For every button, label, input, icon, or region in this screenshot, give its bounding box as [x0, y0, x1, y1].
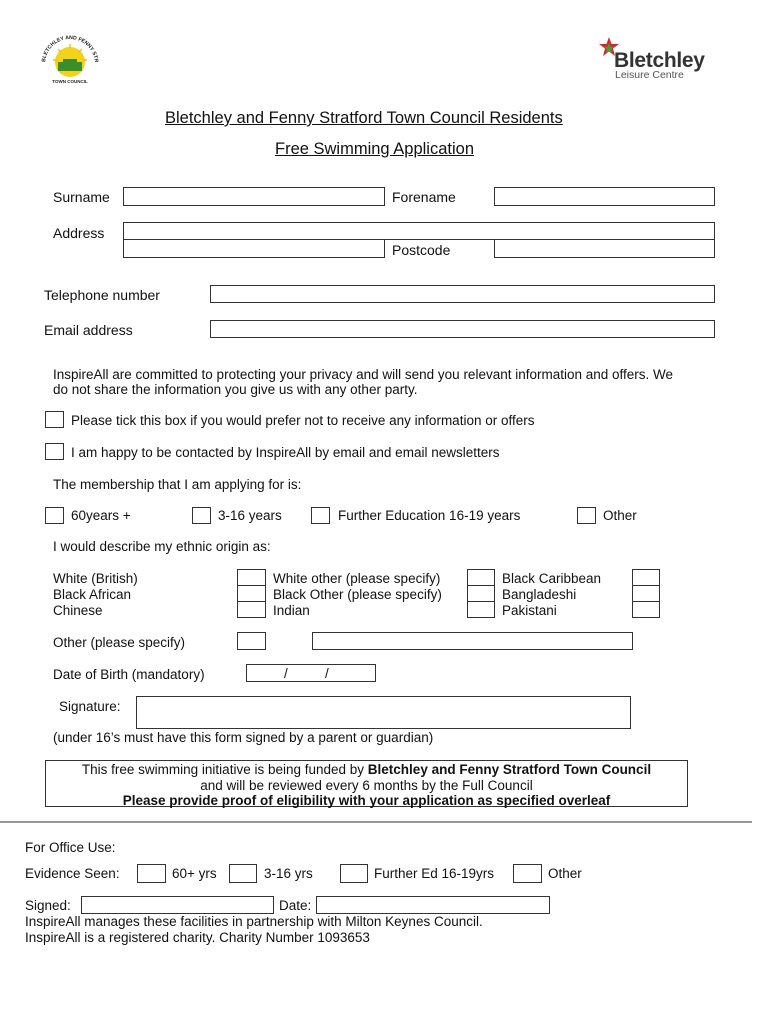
- office-date-label: Date:: [279, 898, 312, 913]
- ethnic-prompt: I would describe my ethnic origin as:: [53, 539, 271, 554]
- notice-text-line2: and will be reviewed every 6 months by the Full Council: [200, 777, 533, 793]
- office-3-16-label: 3-16 yrs: [264, 866, 313, 881]
- notice-text-pre: This free swimming initiative is being funded by: [81, 762, 368, 777]
- ethnic-pakistani-label: Pakistani: [502, 603, 557, 618]
- membership-other-checkbox[interactable]: [577, 507, 596, 524]
- membership-other-label: Other: [603, 508, 637, 523]
- notice-text-line3: Please provide proof of eligibility with your application as specified overleaf: [122, 793, 611, 808]
- ethnic-bangladeshi-label: Bangladeshi: [502, 587, 577, 602]
- footer-line2: InspireAll is a registered charity. Charity Number 1093653: [25, 930, 370, 945]
- office-other-checkbox[interactable]: [513, 864, 542, 883]
- surname-field[interactable]: [123, 187, 385, 206]
- dob-separator-2: /: [325, 666, 329, 681]
- ethnic-pakistani-checkbox[interactable]: [632, 601, 660, 618]
- funding-notice: [45, 760, 688, 807]
- surname-label: Surname: [53, 189, 110, 205]
- dob-separator-1: /: [284, 666, 288, 681]
- membership-3-16-label: 3-16 years: [218, 508, 282, 523]
- ethnic-black-other-label: Black Other (please specify): [273, 587, 442, 602]
- dob-label: Date of Birth (mandatory): [53, 667, 205, 682]
- notice-text-council: Bletchley and Fenny Stratford Town Council: [367, 762, 652, 777]
- form-title: Bletchley and Fenny Stratford Town Council Residents: [165, 109, 563, 127]
- ethnic-chinese-label: Chinese: [53, 603, 103, 618]
- ethnic-white-british-label: White (British): [53, 571, 138, 586]
- opt-out-label: Please tick this box if you would prefer not to receive any information or offers: [71, 413, 535, 428]
- office-date-field[interactable]: [316, 896, 550, 914]
- opt-in-label: I am happy to be contacted by InspireAll by email and email newsletters: [71, 445, 500, 460]
- ethnic-chinese-checkbox[interactable]: [237, 601, 266, 618]
- forename-field[interactable]: [494, 187, 715, 206]
- ethnic-black-caribbean-checkbox[interactable]: [632, 569, 660, 586]
- council-logo: [36, 34, 104, 86]
- office-further-ed-label: Further Ed 16-19yrs: [374, 866, 495, 881]
- leisure-sub: Leisure Centre: [615, 69, 684, 81]
- ethnic-white-other-label: White other (please specify): [273, 571, 441, 586]
- leisure-centre-logo: [598, 36, 718, 82]
- footer-line1: InspireAll manages these facilities in partnership with Milton Keynes Council.: [25, 914, 483, 929]
- office-signed-label: Signed:: [25, 898, 71, 913]
- membership-prompt: The membership that I am applying for is:: [53, 477, 302, 492]
- signature-note: (under 16’s must have this form signed by a parent or guardian): [53, 730, 434, 745]
- ethnic-indian-label: Indian: [273, 603, 310, 618]
- privacy-text-line1: InspireAll are committed to protecting your privacy and will send you relevant information and offers. We: [53, 367, 674, 382]
- office-divider: [0, 821, 752, 823]
- ethnic-white-british-checkbox[interactable]: [237, 569, 266, 586]
- address-field-line2[interactable]: [123, 239, 385, 258]
- membership-60plus-label: 60years +: [71, 508, 131, 523]
- membership-further-ed-label: Further Education 16-19 years: [338, 508, 521, 523]
- privacy-text-line2: do not share the information you give us with any other party.: [53, 382, 418, 397]
- ethnic-white-other-checkbox[interactable]: [467, 569, 495, 586]
- membership-3-16-checkbox[interactable]: [192, 507, 211, 524]
- office-signed-field[interactable]: [81, 896, 274, 914]
- ethnic-black-african-label: Black African: [53, 587, 132, 602]
- evidence-label: Evidence Seen:: [25, 866, 120, 881]
- office-3-16-checkbox[interactable]: [229, 864, 257, 883]
- ethnic-black-caribbean-label: Black Caribbean: [502, 571, 602, 586]
- ethnic-bangladeshi-checkbox[interactable]: [632, 585, 660, 602]
- telephone-label: Telephone number: [44, 287, 160, 303]
- address-label: Address: [53, 225, 105, 241]
- ethnic-indian-checkbox[interactable]: [467, 601, 495, 618]
- office-other-label: Other: [548, 866, 582, 881]
- signature-label: Signature:: [59, 699, 121, 714]
- ethnic-black-other-checkbox[interactable]: [467, 585, 495, 602]
- email-field[interactable]: [210, 320, 715, 338]
- seal-text-top: BLETCHLEY AND FENNY STR: [41, 34, 99, 63]
- ethnic-other-specify-field[interactable]: [312, 632, 633, 650]
- office-60plus-label: 60+ yrs: [172, 866, 217, 881]
- postcode-label: Postcode: [392, 242, 451, 258]
- membership-60plus-checkbox[interactable]: [45, 507, 64, 524]
- opt-in-checkbox[interactable]: [45, 443, 64, 460]
- office-60plus-checkbox[interactable]: [137, 864, 166, 883]
- email-label: Email address: [44, 322, 133, 338]
- ethnic-other-checkbox[interactable]: [237, 632, 266, 650]
- office-heading: For Office Use:: [25, 840, 116, 855]
- address-field-line1[interactable]: [123, 222, 715, 240]
- membership-further-ed-checkbox[interactable]: [311, 507, 330, 524]
- telephone-field[interactable]: [210, 285, 715, 303]
- postcode-field[interactable]: [494, 239, 715, 258]
- office-further-ed-checkbox[interactable]: [340, 864, 368, 883]
- signature-field[interactable]: [136, 696, 631, 729]
- form-subtitle: Free Swimming Application: [275, 140, 474, 158]
- forename-label: Forename: [392, 189, 456, 205]
- opt-out-checkbox[interactable]: [45, 411, 64, 428]
- ethnic-black-african-checkbox[interactable]: [237, 585, 266, 602]
- ethnic-other-label: Other (please specify): [53, 635, 186, 650]
- leisure-name: Bletchley: [614, 49, 705, 72]
- seal-text-bottom: TOWN COUNCIL: [52, 79, 88, 84]
- dob-field[interactable]: [246, 664, 376, 682]
